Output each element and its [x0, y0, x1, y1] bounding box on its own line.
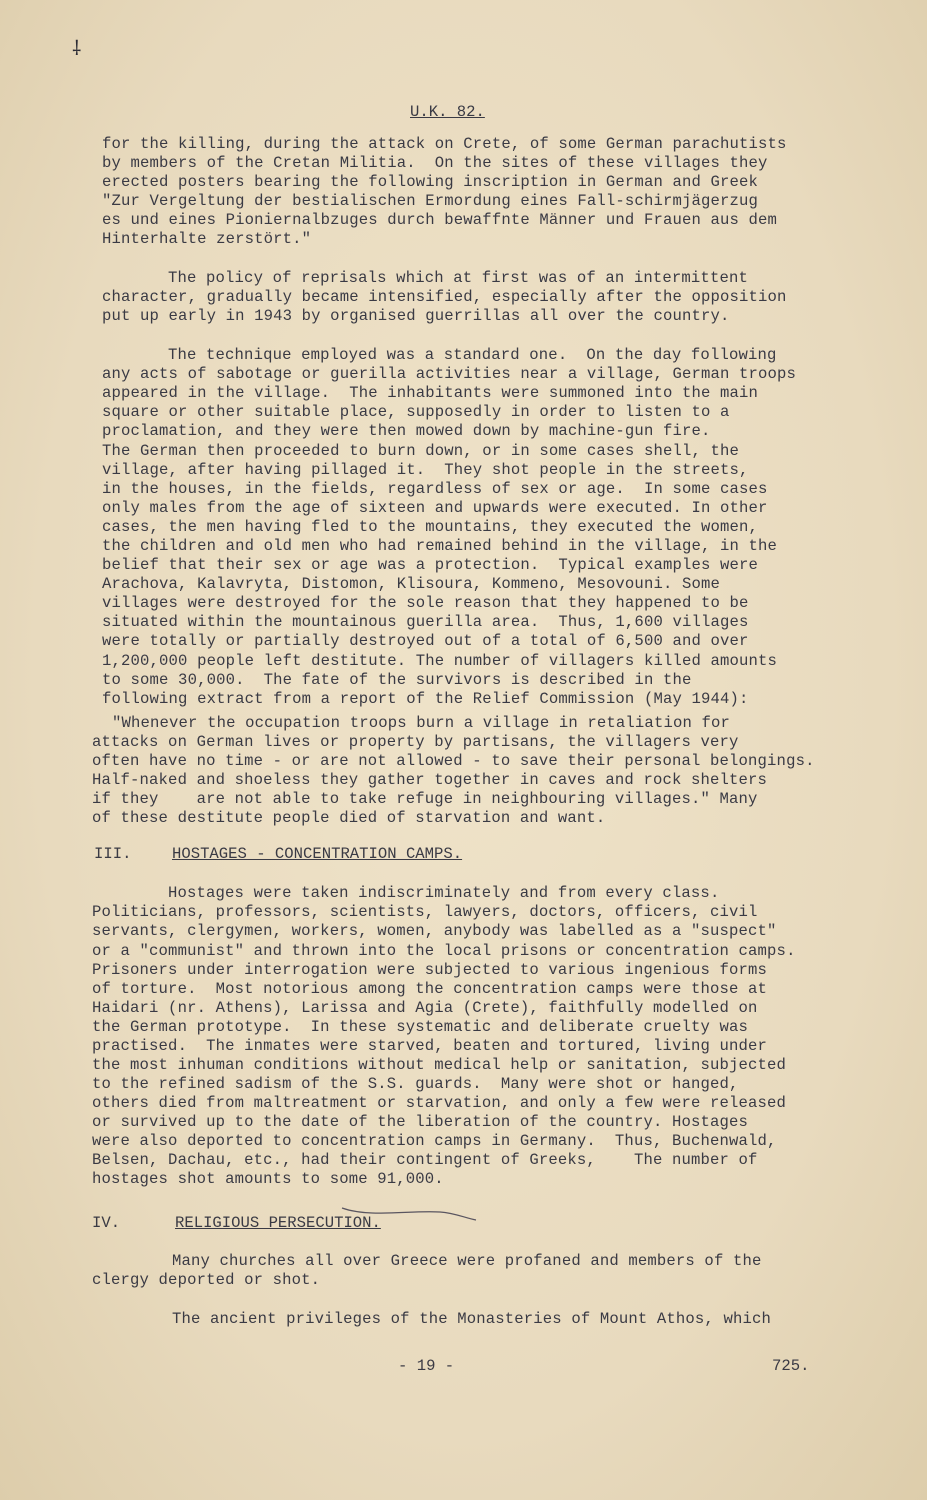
text-line: of these destitute people died of starvation and want. [92, 809, 606, 827]
text-line: any acts of sabotage or guerilla activities near a village, German troops [102, 365, 797, 383]
text-line: others died from maltreatment or starvation, and only a few were released [92, 1094, 787, 1112]
text-line: to some 30,000. The fate of the survivors is described in the [102, 671, 692, 689]
text-line: appeared in the village. The inhabitants were summoned into the main [102, 384, 759, 402]
text-line: only males from the age of sixteen and upwards were executed. In other [102, 499, 768, 517]
text-line: cases, the men having fled to the mountains, they executed the women, [102, 518, 759, 536]
text-line: square or other suitable place, supposedly in order to listen to a [102, 403, 730, 421]
text-line: were also deported to concentration camps in Germany. Thus, Buchenwald, [92, 1132, 777, 1150]
text-line: The technique employed was a standard one. On the day following [168, 346, 777, 364]
margin-mark: ⸸ [72, 39, 82, 62]
text-line: "Whenever the occupation troops burn a village in retaliation for [112, 714, 731, 732]
text-line: put up early in 1943 by organised guerrillas all over the country. [102, 307, 730, 325]
text-line: of torture. Most notorious among the concentration camps were those at [92, 980, 768, 998]
section-number: III. [94, 845, 132, 863]
text-line: The policy of reprisals which at first was of an intermittent [168, 269, 748, 287]
document-reference: U.K. 82. [410, 103, 485, 121]
text-line: the German prototype. In these systematic and deliberate cruelty was [92, 1018, 749, 1036]
text-line: Half-naked and shoeless they gather together in caves and rock shelters [92, 771, 768, 789]
text-line: to the refined sadism of the S.S. guards. Many were shot or hanged, [92, 1075, 739, 1093]
text-line: es und eines Pioniernalbzuges durch bewaffnte Männer und Frauen aus dem [102, 211, 778, 229]
text-line: The German then proceeded to burn down, or in some cases shell, the [102, 442, 740, 460]
document-stamp-number: 725. [772, 1357, 810, 1375]
text-line: "Zur Vergeltung der bestialischen Ermordung eines Fall-schirmjägerzug [102, 192, 759, 210]
text-line: Belsen, Dachau, etc., had their contingent of Greeks, The number of [92, 1151, 758, 1169]
text-line: were totally or partially destroyed out of a total of 6,500 and over [102, 632, 749, 650]
text-line: servants, clergymen, workers, women, anybody was labelled as a "suspect" [92, 922, 777, 940]
text-line: or a "communist" and thrown into the local prisons or concentration camps. [92, 942, 796, 960]
section-title: HOSTAGES - CONCENTRATION CAMPS. [172, 845, 463, 863]
text-line: following extract from a report of the Relief Commission (May 1944): [102, 690, 749, 708]
text-line: for the killing, during the attack on Crete, of some German parachutists [102, 135, 787, 153]
section-title: RELIGIOUS PERSECUTION. [175, 1214, 381, 1232]
text-line: practised. The inmates were starved, beaten and tortured, living under [92, 1037, 768, 1055]
page-number: - 19 - [398, 1357, 455, 1375]
text-line: Politicians, professors, scientists, lawyers, doctors, officers, civil [92, 903, 758, 921]
text-line: the children and old men who had remained behind in the village, in the [102, 537, 778, 555]
text-line: Prisoners under interrogation were subjected to various ingenious forms [92, 961, 768, 979]
text-line: often have no time - or are not allowed - to save their personal belongings. [92, 752, 815, 770]
text-line: Many churches all over Greece were profaned and members of the [172, 1252, 762, 1270]
text-line: belief that their sex or age was a protection. Typical examples were [102, 556, 759, 574]
text-line: proclamation, and they were then mowed down by machine-gun fire. [102, 422, 711, 440]
text-line: by members of the Cretan Militia. On the sites of these villages they [102, 154, 768, 172]
text-line: the most inhuman conditions without medical help or sanitation, subjected [92, 1056, 787, 1074]
text-line: Hostages were taken indiscriminately and from every class. [168, 884, 720, 902]
text-line: situated within the mountainous guerilla area. Thus, 1,600 villages [102, 613, 749, 631]
text-line: Hinterhalte zerstört." [102, 230, 312, 248]
text-line: character, gradually became intensified, especially after the opposition [102, 288, 787, 306]
text-line: Haidari (nr. Athens), Larissa and Agia (Crete), faithfully modelled on [92, 999, 758, 1017]
text-line: 1,200,000 people left destitute. The number of villagers killed amounts [102, 652, 778, 670]
text-line: village, after having pillaged it. They shot people in the streets, [102, 461, 749, 479]
text-line: clergy deported or shot. [92, 1271, 321, 1289]
text-line: in the houses, in the fields, regardless of sex or age. In some cases [102, 480, 768, 498]
text-line: Arachova, Kalavryta, Distomon, Klisoura, Kommeno, Mesovouni. Some [102, 575, 721, 593]
text-line: villages were destroyed for the sole reason that they happened to be [102, 594, 749, 612]
text-line: The ancient privileges of the Monasteries of Mount Athos, which [172, 1310, 771, 1328]
text-line: hostages shot amounts to some 91,000. [92, 1170, 444, 1188]
text-line: attacks on German lives or property by partisans, the villagers very [92, 733, 739, 751]
section-number: IV. [92, 1214, 121, 1232]
text-line: erected posters bearing the following inscription in German and Greek [102, 173, 759, 191]
text-line: if they are not able to take refuge in neighbouring villages." Many [92, 790, 758, 808]
handwritten-underline [340, 1200, 480, 1222]
text-line: or survived up to the date of the liberation of the country. Hostages [92, 1113, 749, 1131]
